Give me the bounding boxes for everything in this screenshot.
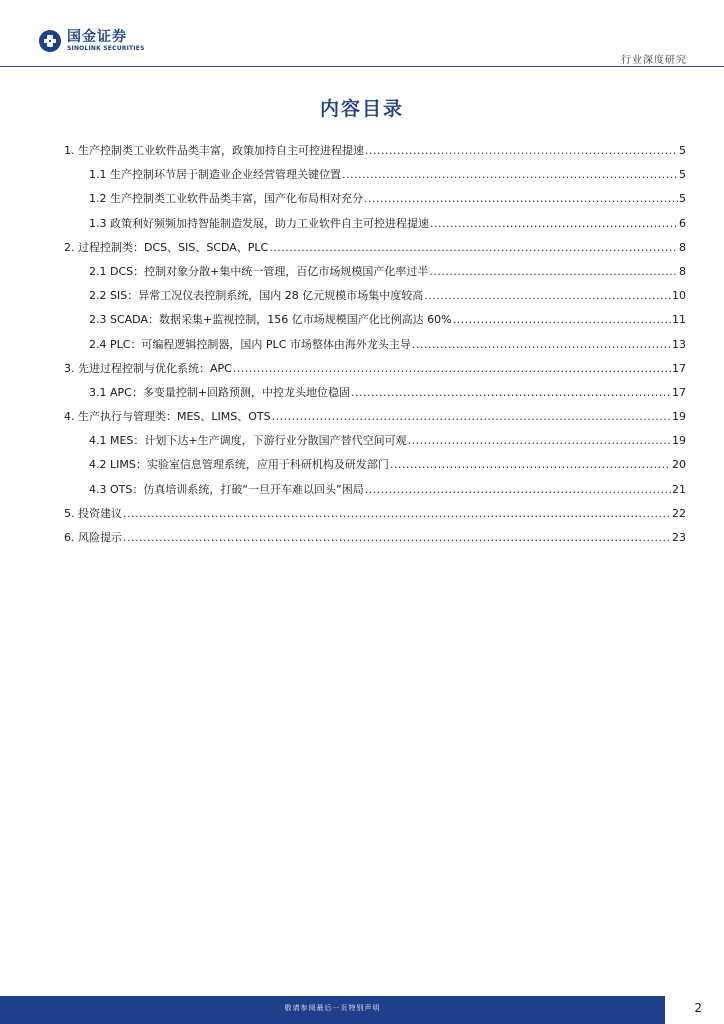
toc-leader-dots xyxy=(429,260,678,284)
report-type-label: 行业深度研究 xyxy=(621,55,687,66)
toc-entry[interactable] xyxy=(64,453,686,477)
toc-entry-page: 10 xyxy=(672,289,686,303)
logo-english-name: SINOLINK SECURITIES xyxy=(67,44,145,52)
toc-entry-title: 1. 生产控制类工业软件品类丰富，政策加持自主可控进程提速 xyxy=(64,144,364,157)
toc-entry-page: 5 xyxy=(679,168,686,182)
toc-entry-title: 2.3 SCADA：数据采集+监视控制，156 亿市场规模国产化比例高达 60% xyxy=(89,313,452,327)
toc-entry-title: 1.3 政策利好频频加持智能制造发展，助力工业软件自主可控进程提速 xyxy=(89,216,429,230)
toc-leader-dots xyxy=(269,236,678,260)
toc-leader-dots xyxy=(365,478,671,502)
toc-entry-title: 4.2 LIMS：实验室信息管理系统，应用于科研机构及研发部门 xyxy=(89,458,389,472)
toc-entry-page: 23 xyxy=(672,531,686,544)
toc-entry-title: 2.2 SIS：异常工况仪表控制系统，国内 28 亿元规模市场集中度较高 xyxy=(89,289,424,303)
toc-entry-page: 13 xyxy=(672,337,686,351)
toc-entry-page: 19 xyxy=(672,434,686,448)
toc-entry-page: 19 xyxy=(672,410,686,424)
table-of-contents xyxy=(64,139,686,550)
toc-entry-page: 17 xyxy=(672,385,686,399)
toc-entry-page: 6 xyxy=(679,216,686,230)
toc-leader-dots xyxy=(430,212,678,236)
toc-entry[interactable] xyxy=(64,212,686,236)
toc-leader-dots xyxy=(453,308,671,332)
toc-leader-dots xyxy=(351,381,671,405)
toc-entry[interactable] xyxy=(64,357,686,381)
toc-leader-dots xyxy=(390,453,671,477)
toc-entry[interactable] xyxy=(64,502,686,526)
toc-entry[interactable] xyxy=(64,236,686,260)
toc-entry-page: 8 xyxy=(679,240,686,254)
toc-entry[interactable] xyxy=(64,139,686,163)
toc-entry-title: 1.1 生产控制环节居于制造业企业经营管理关键位置 xyxy=(89,168,341,182)
toc-entry[interactable] xyxy=(64,187,686,211)
toc-entry-title: 2. 过程控制类：DCS、SIS、SCDA、PLC xyxy=(64,240,269,254)
toc-leader-dots xyxy=(408,429,671,453)
toc-entry-title: 6. 风险提示 xyxy=(64,531,122,544)
toc-entry-title: 1.2 生产控制类工业软件品类丰富，国产化布局相对充分 xyxy=(89,192,363,206)
toc-entry-title: 4.3 OTS：仿真培训系统，打破“一旦开车难以回头”困局 xyxy=(89,482,364,496)
toc-entry-page: 20 xyxy=(672,458,686,472)
toc-entry-title: 5. 投资建议 xyxy=(64,506,122,520)
header-divider xyxy=(0,66,724,67)
sinolink-logo-icon xyxy=(38,29,62,53)
toc-entry-page: 22 xyxy=(672,506,686,520)
toc-entry[interactable] xyxy=(64,381,686,405)
toc-leader-dots xyxy=(123,502,671,526)
toc-entry[interactable] xyxy=(64,429,686,453)
toc-entry[interactable] xyxy=(64,284,686,308)
toc-entry-title: 4. 生产执行与管理类：MES、LIMS、OTS xyxy=(64,410,271,424)
toc-leader-dots xyxy=(272,405,671,429)
toc-entry[interactable] xyxy=(64,163,686,187)
toc-entry[interactable] xyxy=(64,526,686,550)
toc-entry-title: 3. 先进过程控制与优化系统：APC xyxy=(64,361,232,375)
toc-entry-title: 2.4 PLC：可编程逻辑控制器，国内 PLC 市场整体由海外龙头主导 xyxy=(89,337,411,351)
toc-entry-page: 11 xyxy=(672,313,686,327)
toc-title: 内容目录 xyxy=(319,98,404,120)
company-logo xyxy=(38,29,145,53)
toc-entry-title: 3.1 APC：多变量控制+回路预测，中控龙头地位稳固 xyxy=(89,385,351,399)
toc-leader-dots xyxy=(233,357,671,381)
page-header xyxy=(0,0,724,70)
toc-leader-dots xyxy=(123,526,671,550)
page-number: 2 xyxy=(694,1001,702,1015)
toc-leader-dots xyxy=(424,284,671,308)
toc-entry-page: 21 xyxy=(672,482,686,496)
toc-leader-dots xyxy=(365,139,678,163)
toc-entry-page: 5 xyxy=(679,192,686,206)
toc-entry[interactable] xyxy=(64,260,686,284)
toc-entry[interactable] xyxy=(64,478,686,502)
toc-entry[interactable] xyxy=(64,333,686,357)
toc-entry-page: 17 xyxy=(672,361,686,375)
toc-leader-dots xyxy=(412,333,671,357)
toc-entry[interactable] xyxy=(64,405,686,429)
footer-disclaimer: 敬请参阅最后一页特别声明 xyxy=(284,1004,381,1012)
toc-entry[interactable] xyxy=(64,308,686,332)
toc-leader-dots xyxy=(342,163,678,187)
toc-entry-title: 2.1 DCS：控制对象分散+集中统一管理，百亿市场规模国产化率过半 xyxy=(89,264,429,278)
toc-entry-title: 4.1 MES：计划下达+生产调度，下游行业分散国产替代空间可观 xyxy=(89,434,407,448)
toc-entry-page: 8 xyxy=(679,264,686,278)
toc-entry-page: 5 xyxy=(679,144,686,157)
logo-chinese-name: 国金证券 xyxy=(67,28,127,45)
toc-leader-dots xyxy=(364,187,678,211)
